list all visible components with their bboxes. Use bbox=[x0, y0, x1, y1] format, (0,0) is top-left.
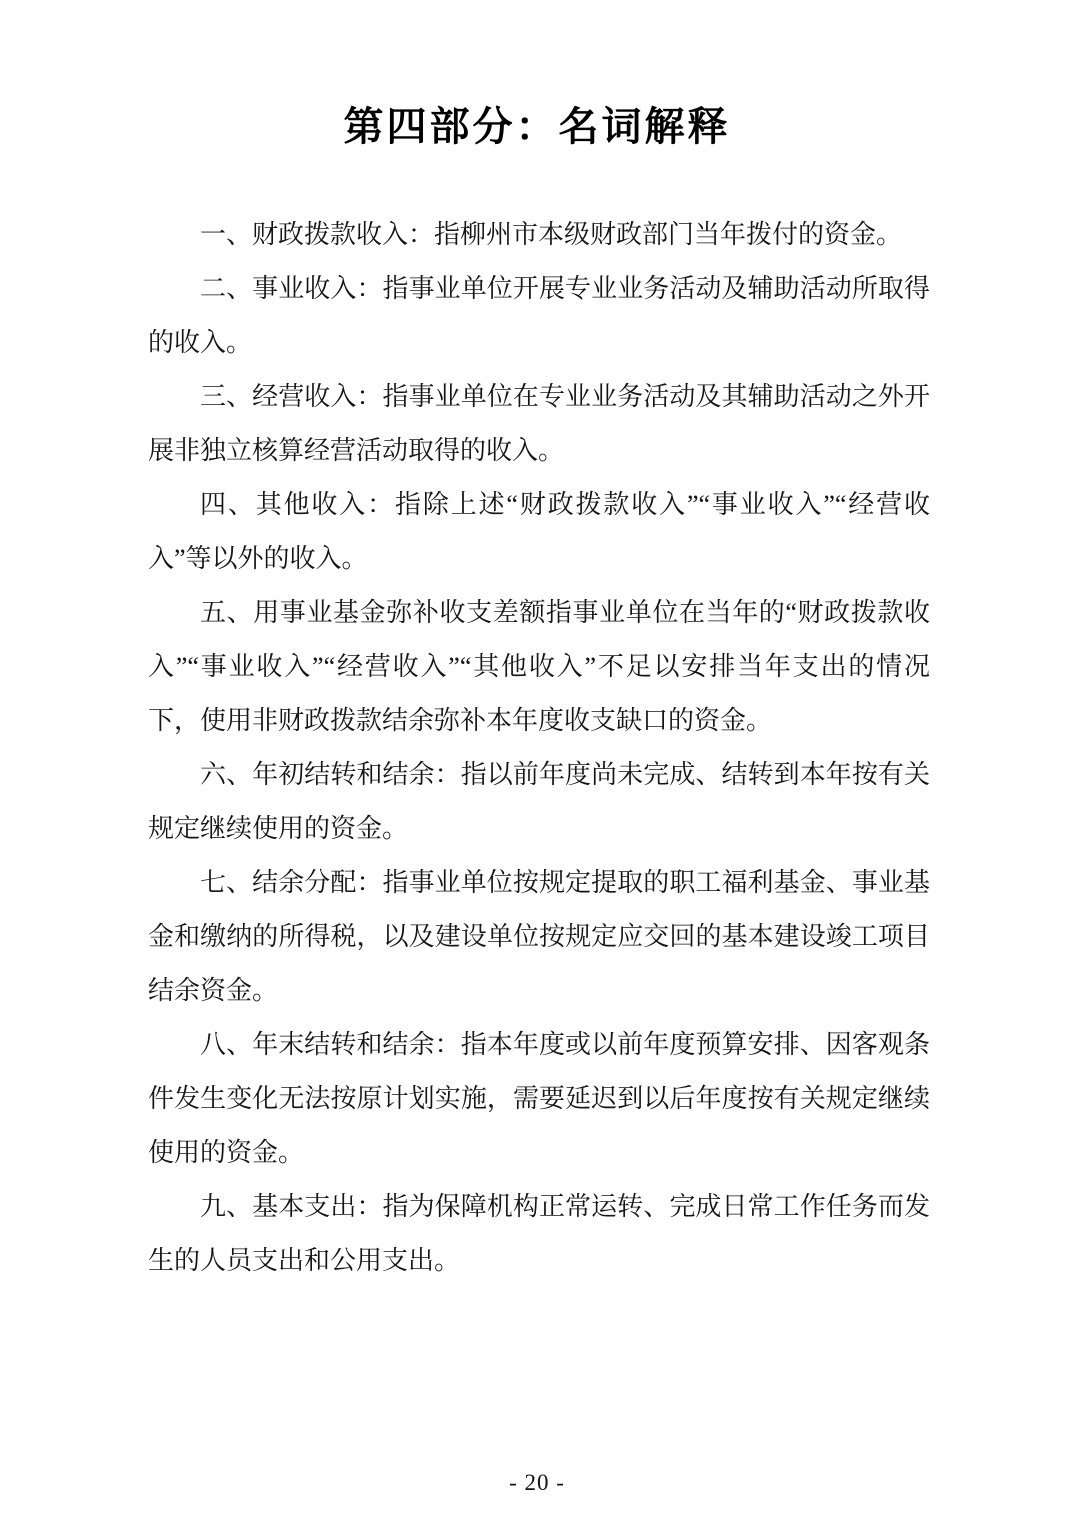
terminology-list bbox=[148, 208, 930, 1288]
terminology-paragraph: 三、经营收入：指事业单位在专业业务活动及其辅助活动之外开展非独立核算经营活动取得的收入。 bbox=[148, 382, 930, 465]
terminology-paragraph: 九、基本支出：指为保障机构正常运转、完成日常工作任务而发生的人员支出和公用支出。 bbox=[148, 1192, 930, 1275]
terminology-paragraph: 七、结余分配：指事业单位按规定提取的职工福利基金、事业基金和缴纳的所得税，以及建设单位按规定应交回的基本建设竣工项目结余资金。 bbox=[148, 868, 930, 1005]
terminology-paragraph: 二、事业收入：指事业单位开展专业业务活动及辅助活动所取得的收入。 bbox=[148, 274, 930, 357]
page-title: 第四部分：名词解释 bbox=[343, 105, 731, 149]
terminology-paragraph: 四、其他收入：指除上述“财政拨款收入”“事业收入”“经营收入”等以外的收入。 bbox=[148, 490, 930, 573]
page-number: - 20 - bbox=[509, 1470, 565, 1495]
terminology-paragraph: 五、用事业基金弥补收支差额指事业单位在当年的“财政拨款收入”“事业收入”“经营收入”“其他收入”不足以安排当年支出的情况下，使用非财政拨款结余弥补本年度收支缺口的资金。 bbox=[148, 598, 930, 735]
terminology-paragraph: 八、年末结转和结余：指本年度或以前年度预算安排、因客观条件发生变化无法按原计划实施，需要延迟到以后年度按有关规定继续使用的资金。 bbox=[148, 1030, 930, 1167]
terminology-paragraph: 六、年初结转和结余：指以前年度尚未完成、结转到本年按有关规定继续使用的资金。 bbox=[148, 760, 930, 843]
terminology-paragraph: 一、财政拨款收入：指柳州市本级财政部门当年拨付的资金。 bbox=[200, 220, 903, 249]
